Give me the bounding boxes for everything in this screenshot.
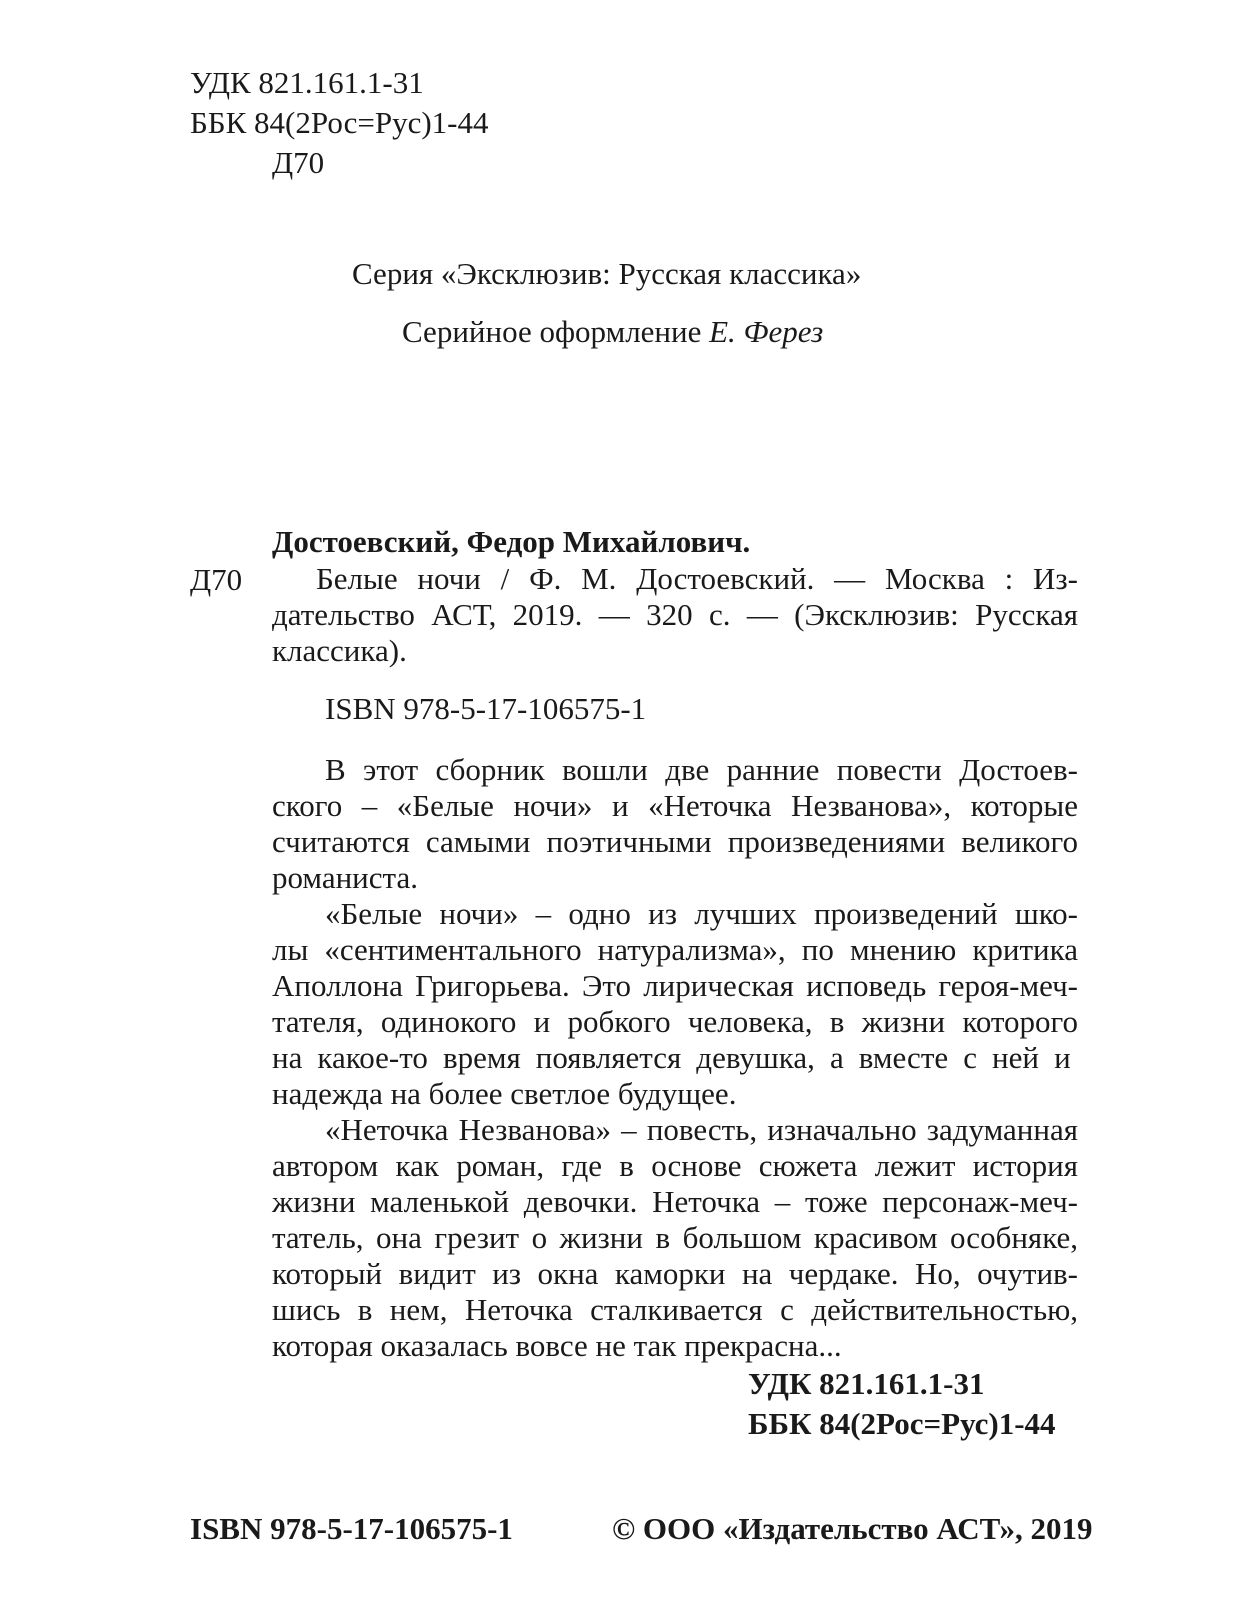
footer-isbn: ISBN 978-5-17-106575-1 bbox=[190, 1511, 513, 1546]
header-bbk: ББК 84(2Рос=Рус)1-44 bbox=[190, 105, 489, 140]
record-description bbox=[272, 561, 1078, 669]
annotation-line: жизни маленькой девочки. Неточка – тоже персонаж-меч- bbox=[272, 1184, 1078, 1219]
series-design-prefix: Серийное оформление bbox=[402, 314, 702, 349]
footer-copyright: © ООО «Издательство АСТ», 2019 bbox=[612, 1511, 1093, 1546]
annotation bbox=[272, 752, 1078, 1364]
annotation-paragraph-3 bbox=[272, 1112, 1078, 1364]
annotation-line: автором как роман, где в основе сюжета лежит история bbox=[272, 1148, 1078, 1183]
description-line: дательство АСТ, 2019. — 320 с. — (Эксклюзив: Русская bbox=[272, 597, 1078, 632]
annotation-line: татель, она грезит о жизни в большом красивом особняке, bbox=[272, 1220, 1078, 1255]
annotation-paragraph-1 bbox=[272, 752, 1078, 896]
annotation-line: шись в нем, Неточка сталкивается с действительностью, bbox=[272, 1292, 1078, 1327]
annotation-line: Аполлона Григорьева. Это лирическая исповедь героя-меч- bbox=[272, 968, 1078, 1003]
record-isbn: ISBN 978-5-17-106575-1 bbox=[325, 691, 647, 726]
annotation-line: тателя, одинокого и робкого человека, в жизни которого bbox=[272, 1004, 1078, 1039]
record-author-mark: Д70 bbox=[190, 562, 243, 597]
annotation-line: В этот сборник вошли две ранние повести Достоев- bbox=[325, 752, 1078, 787]
footer-udk: УДК 821.161.1-31 bbox=[748, 1366, 985, 1401]
annotation-line: «Белые ночи» – одно из лучших произведений шко- bbox=[325, 896, 1078, 931]
annotation-line: романиста. bbox=[272, 860, 418, 895]
description-line: Белые ночи / Ф. М. Достоевский. — Москва : Из- bbox=[316, 561, 1078, 596]
description-line: классика). bbox=[272, 633, 407, 668]
header-udk: УДК 821.161.1-31 bbox=[190, 65, 424, 100]
header-author-mark: Д70 bbox=[272, 145, 325, 180]
series-design-author: Е. Ферез bbox=[709, 314, 824, 349]
annotation-line: «Неточка Незванова» – повесть, изначально задуманная bbox=[325, 1112, 1078, 1147]
annotation-line: ского – «Белые ночи» и «Неточка Незванова», которые bbox=[272, 788, 1078, 823]
annotation-line: на какое-то время появляется девушка, а вместе с ней и bbox=[272, 1040, 1071, 1075]
annotation-line: надежда на более светлое будущее. bbox=[272, 1076, 737, 1111]
series-title: Серия «Эксклюзив: Русская классика» bbox=[352, 256, 862, 291]
footer-bbk: ББК 84(2Рос=Рус)1-44 bbox=[748, 1406, 1056, 1441]
annotation-paragraph-2 bbox=[272, 896, 1078, 1112]
annotation-line: лы «сентиментального натурализма», по мнению критика bbox=[272, 932, 1078, 967]
annotation-line: который видит из окна каморки на чердаке. Но, очутив- bbox=[272, 1256, 1078, 1291]
author-heading: Достоевский, Федор Михайлович. bbox=[272, 524, 751, 559]
annotation-line: считаются самыми поэтичными произведениями великого bbox=[272, 824, 1078, 859]
annotation-line: которая оказалась вовсе не так прекрасна... bbox=[272, 1328, 842, 1363]
series-design bbox=[402, 313, 823, 350]
